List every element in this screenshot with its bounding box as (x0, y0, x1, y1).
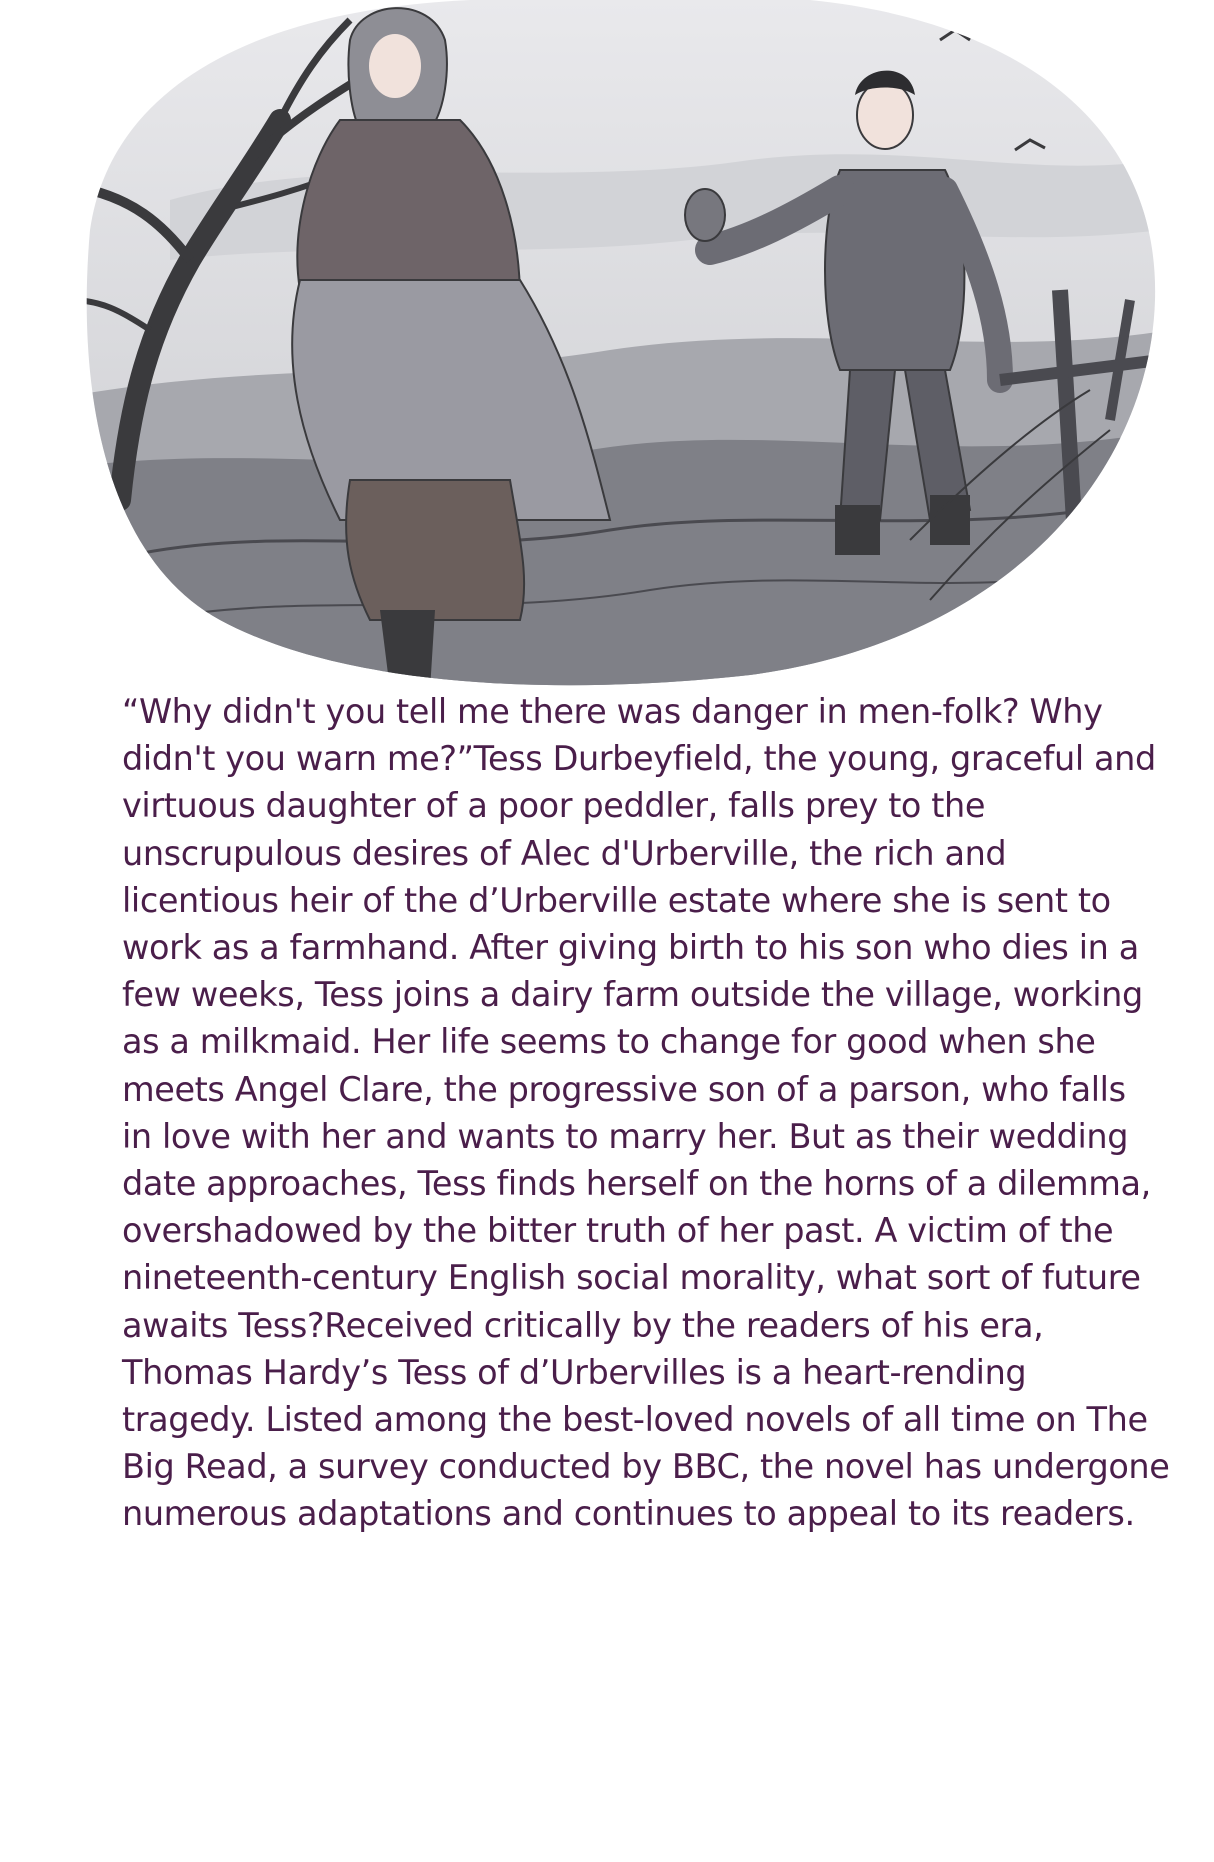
blurb-line: in love with her and wants to marry her. But as their wedding (122, 1116, 1129, 1156)
blurb-line: tragedy. Listed among the best-loved novels of all time on The (122, 1400, 1148, 1440)
blurb-line: overshadowed by the bitter truth of her past. A victim of the (122, 1211, 1114, 1251)
blurb-line: meets Angel Clare, the progressive son of a parson, who falls (122, 1069, 1126, 1109)
blurb-line: few weeks, Tess joins a dairy farm outside the village, working (122, 975, 1143, 1015)
blurb-line: work as a farmhand. After giving birth to his son who dies in a (122, 928, 1139, 968)
illustration-svg (50, 0, 1170, 700)
blurb-line: virtuous daughter of a poor peddler, falls prey to the (122, 786, 986, 826)
blurb-line: Thomas Hardy’s Tess of d’Urbervilles is a heart-rending (122, 1352, 1027, 1392)
blurb-line: licentious heir of the d’Urberville estate where she is sent to (122, 880, 1111, 920)
blurb-line: numerous adaptations and continues to appeal to its readers. (122, 1494, 1135, 1534)
book-blurb (122, 688, 1170, 1538)
blurb-line: nineteenth-century English social morality, what sort of future (122, 1258, 1141, 1298)
blurb-line: Big Read, a survey conducted by BBC, the novel has undergone (122, 1447, 1170, 1487)
blurb-line: as a milkmaid. Her life seems to change for good when she (122, 1022, 1096, 1062)
blurb-line: date approaches, Tess finds herself on the horns of a dilemma, (122, 1164, 1151, 1204)
blurb-line: awaits Tess?Received critically by the readers of his era, (122, 1305, 1044, 1345)
blurb-line: didn't you warn me?”Tess Durbeyfield, the young, graceful and (122, 739, 1156, 779)
blurb-line: unscrupulous desires of Alec d'Urberville, the rich and (122, 833, 1007, 873)
blurb-line: “Why didn't you tell me there was danger in men-folk? Why (122, 692, 1103, 731)
cover-illustration (50, 0, 1170, 700)
